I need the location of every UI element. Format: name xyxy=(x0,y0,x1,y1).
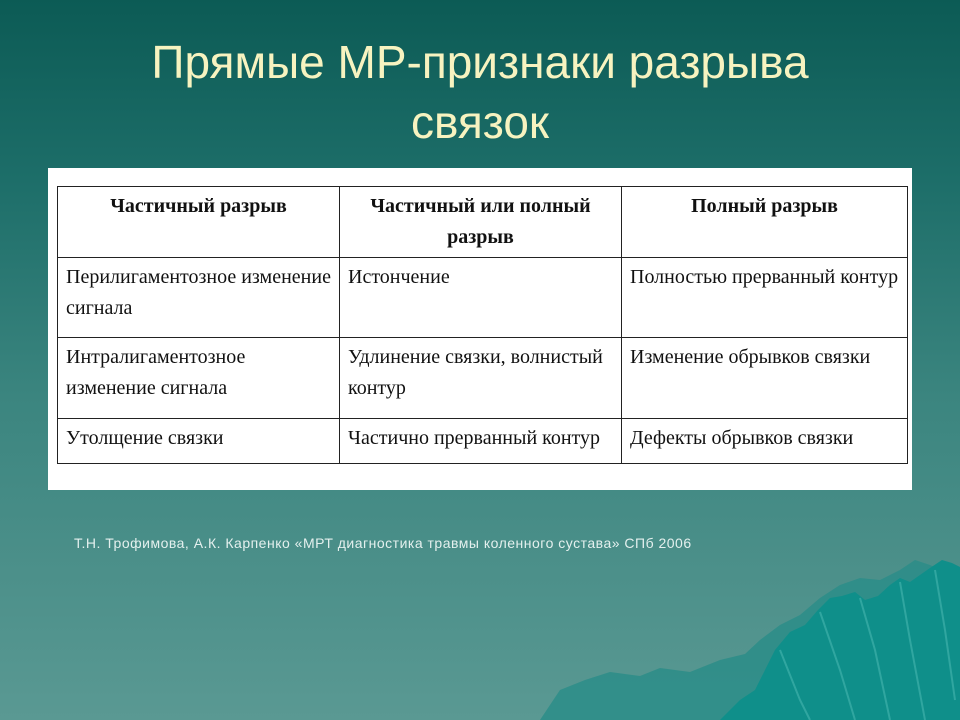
table-cell: Удлинение связки, волнистый контур xyxy=(340,338,622,418)
slide-title-line-2: связок xyxy=(410,96,550,148)
table-cell: Интралигаментозное изменение сигнала xyxy=(58,338,340,418)
table-header-row xyxy=(58,187,908,258)
table-cell: Дефекты обрывков связки xyxy=(622,418,908,463)
slide-title xyxy=(60,32,900,152)
table-cell: Изменение обрывков связки xyxy=(622,338,908,418)
table-row xyxy=(58,418,908,463)
mr-signs-table xyxy=(57,186,908,464)
table-cell: Утолщение связки xyxy=(58,418,340,463)
table-panel xyxy=(48,168,912,490)
header-partial-tear: Частичный разрыв xyxy=(58,187,340,258)
mountain-front xyxy=(720,560,960,720)
table-cell: Перилигаментозное изменение сигнала xyxy=(58,258,340,338)
table-cell: Частично прерванный контур xyxy=(340,418,622,463)
header-complete-tear: Полный разрыв xyxy=(622,187,908,258)
table-row xyxy=(58,338,908,418)
header-partial-or-complete-tear: Частичный или полный разрыв xyxy=(340,187,622,258)
mountain-back xyxy=(540,560,960,720)
citation: Т.Н. Трофимова, А.К. Карпенко «МРТ диагностика травмы коленного сустава» СПб 2006 xyxy=(74,535,692,551)
slide-title-line-1: Прямые МР-признаки разрыва xyxy=(151,36,809,88)
table-cell: Полностью прерванный контур xyxy=(622,258,908,338)
mountain-ridges xyxy=(780,570,955,720)
table-row xyxy=(58,258,908,338)
table-cell: Истончение xyxy=(340,258,622,338)
